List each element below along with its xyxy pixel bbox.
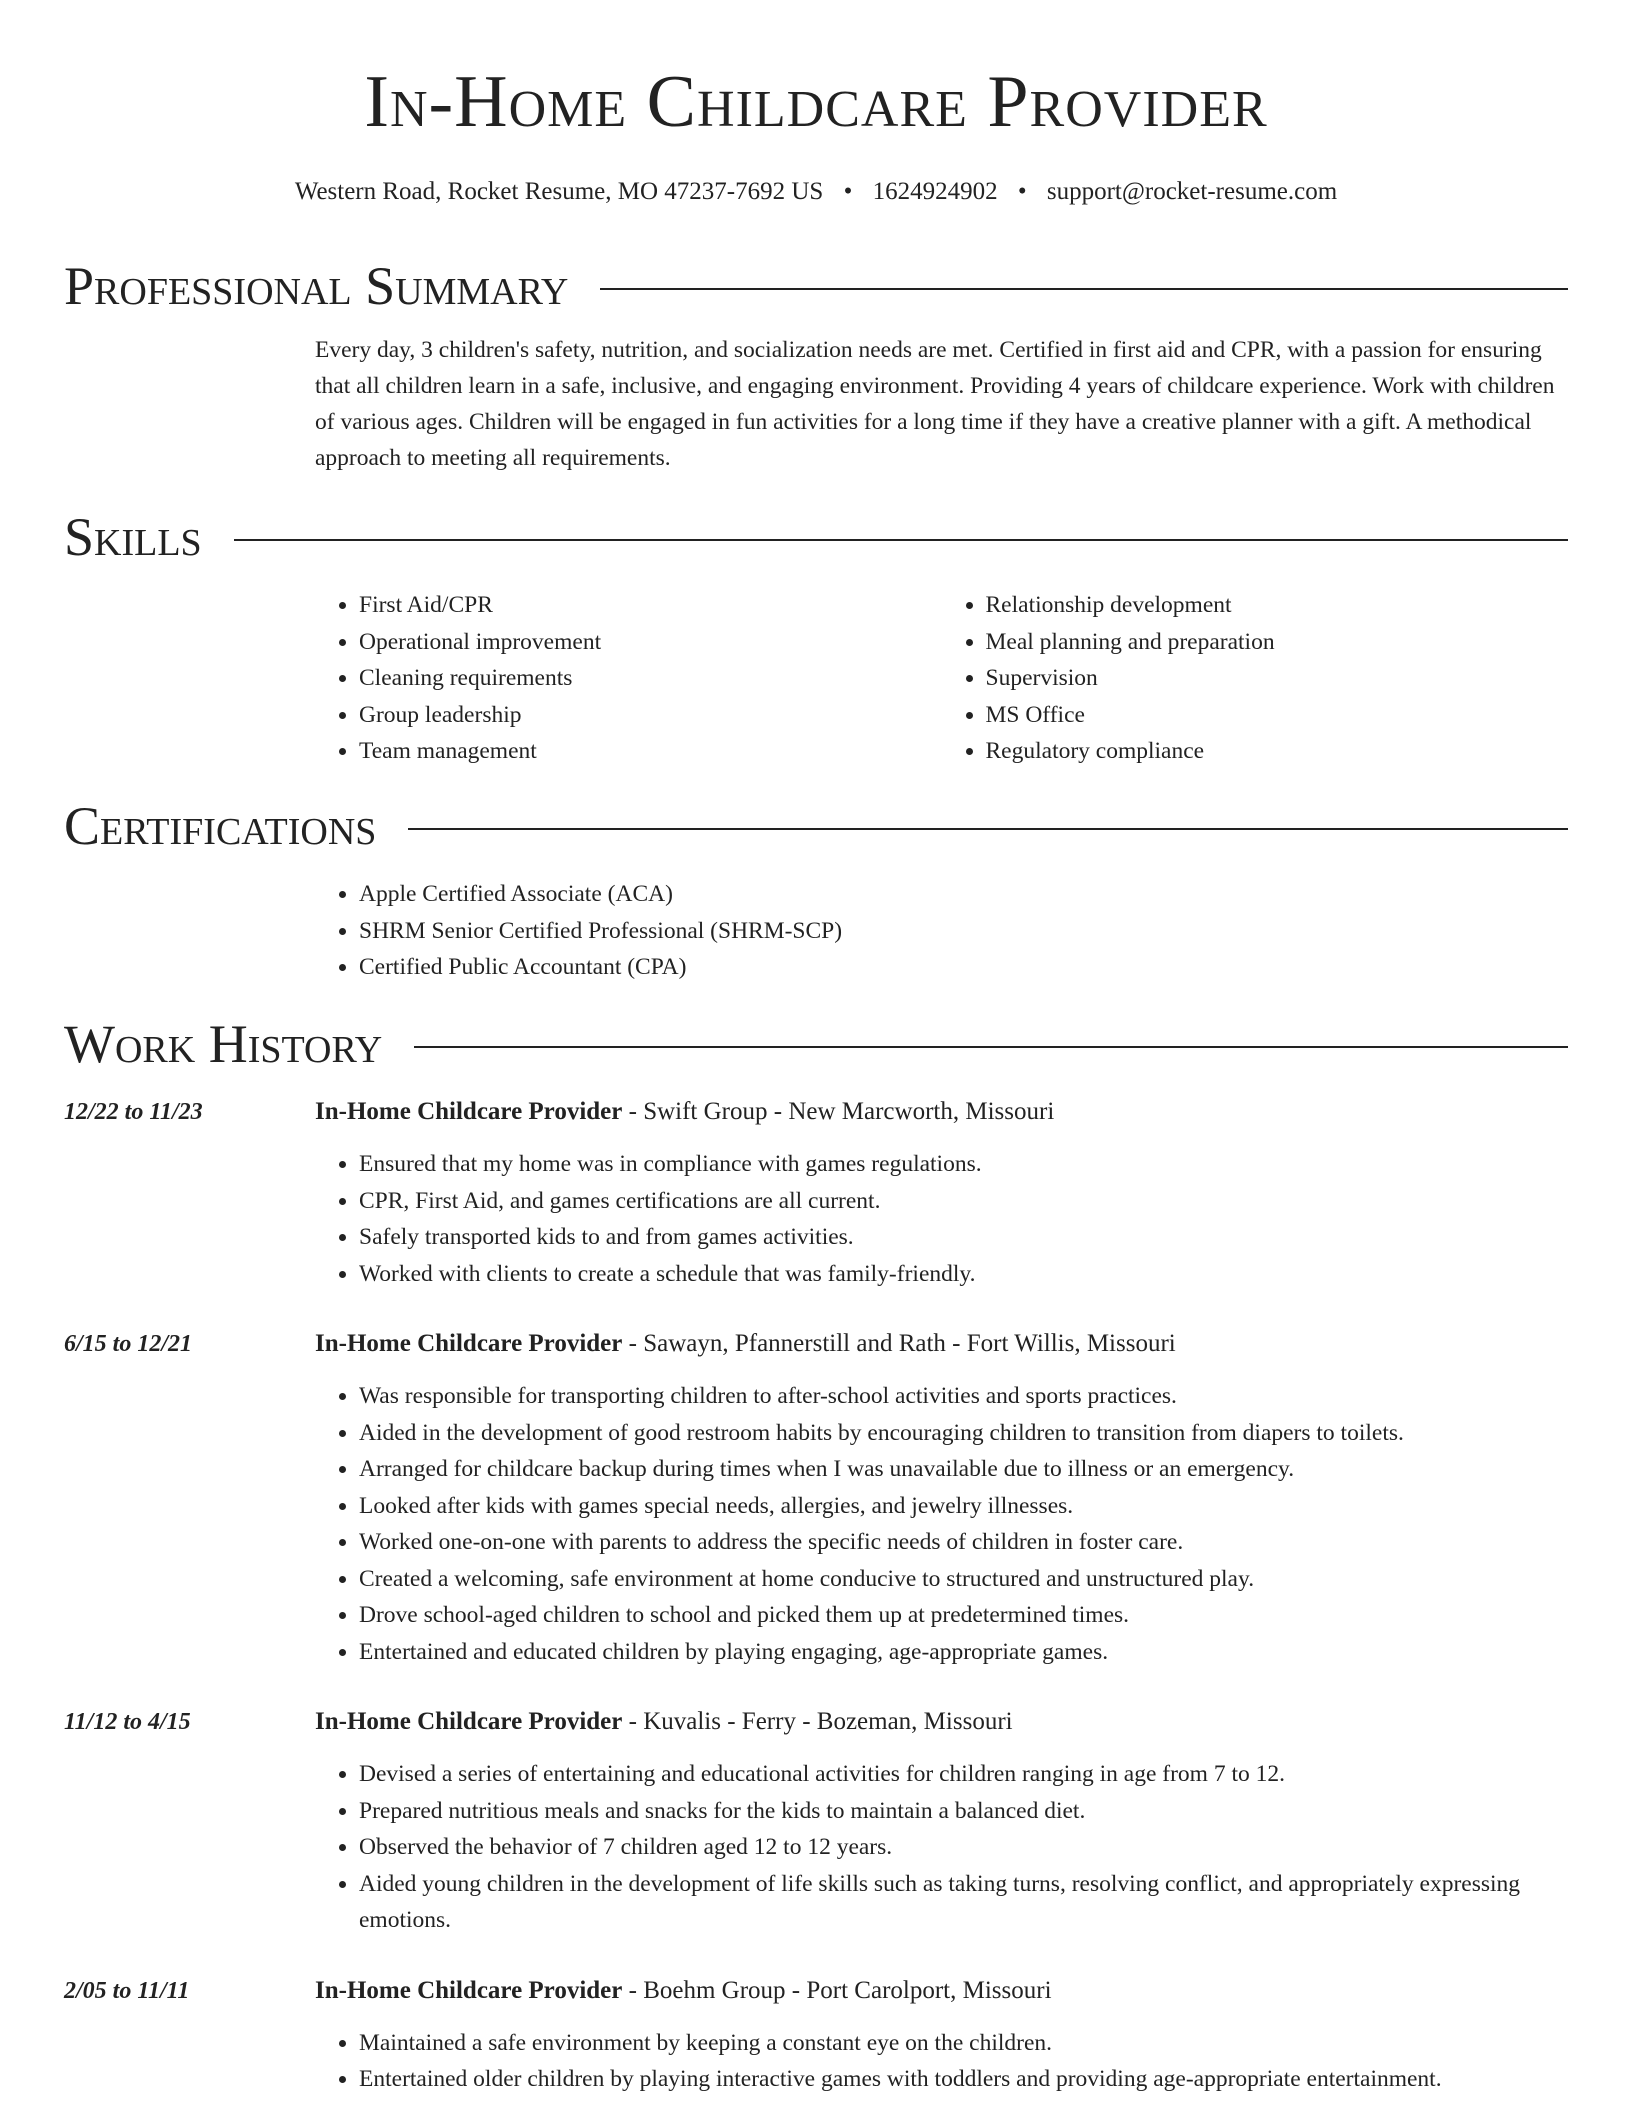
job-bullet: • Safely transported kids to and from games activities. bbox=[359, 1219, 1568, 1256]
job-entry bbox=[64, 1094, 1568, 1292]
skill-item: • Meal planning and preparation bbox=[986, 624, 1569, 661]
certifications-header bbox=[64, 794, 1568, 858]
skill-item: • MS Office bbox=[986, 697, 1569, 734]
skills-list-left bbox=[315, 587, 942, 770]
skill-item: • First Aid/CPR bbox=[359, 587, 942, 624]
job-heading bbox=[315, 1326, 1568, 1362]
section-divider bbox=[234, 539, 1568, 541]
summary-header bbox=[64, 254, 1568, 318]
job-bullet: • Maintained a safe environment by keeping a constant eye on the children. bbox=[359, 2025, 1568, 2062]
candidate-name: In-Home Childcare Provider bbox=[364, 61, 1268, 143]
job-heading bbox=[315, 1094, 1568, 1130]
skill-item: • Cleaning requirements bbox=[359, 660, 942, 697]
job-bullet-list bbox=[315, 1756, 1568, 1939]
certification-item: • Certified Public Accountant (CPA) bbox=[359, 949, 1568, 986]
job-bullet-list bbox=[315, 1378, 1568, 1670]
certification-item: • SHRM Senior Certified Professional (SHRM-SCP) bbox=[359, 913, 1568, 950]
job-entry bbox=[64, 1326, 1568, 1670]
job-bullet: • Was responsible for transporting children to after-school activities and sports practices. bbox=[359, 1378, 1568, 1415]
job-bullet: • Entertained older children by playing interactive games with toddlers and providing age-appropriate entertainment. bbox=[359, 2061, 1568, 2098]
summary-section bbox=[64, 254, 1568, 476]
skill-item: • Operational improvement bbox=[359, 624, 942, 661]
job-employer-location: - Boehm Group - Port Carolport, Missouri bbox=[622, 1976, 1052, 2004]
job-bullet: • Devised a series of entertaining and educational activities for children ranging in age from 7 to 12. bbox=[359, 1756, 1568, 1793]
certifications-title: Certifications bbox=[64, 796, 377, 856]
job-employer-location: - Sawayn, Pfannerstill and Rath - Fort Willis, Missouri bbox=[622, 1330, 1176, 1357]
certifications-list bbox=[315, 876, 1568, 986]
job-date: 11/12 to 4/15 bbox=[64, 1709, 191, 1735]
job-bullet: • Arranged for childcare backup during times when I was unavailable due to illness or an emergency. bbox=[359, 1451, 1568, 1488]
job-bullet: • Worked one-on-one with parents to address the specific needs of children in foster care. bbox=[359, 1524, 1568, 1561]
job-bullet: • CPR, First Aid, and games certifications are all current. bbox=[359, 1183, 1568, 1220]
job-date: 12/22 to 11/23 bbox=[64, 1099, 203, 1125]
skills-section bbox=[64, 505, 1568, 770]
section-divider bbox=[600, 288, 1568, 290]
certifications-section bbox=[64, 794, 1568, 986]
skills-title: Skills bbox=[64, 507, 202, 567]
job-heading bbox=[315, 1973, 1568, 2009]
skill-item: • Supervision bbox=[986, 660, 1569, 697]
job-bullet: • Ensured that my home was in compliance with games regulations. bbox=[359, 1146, 1568, 1183]
job-heading bbox=[315, 1704, 1568, 1740]
skill-item: • Group leadership bbox=[359, 697, 942, 734]
skills-grid bbox=[315, 587, 1568, 770]
skill-item: • Team management bbox=[359, 733, 942, 770]
job-date: 2/05 to 11/11 bbox=[64, 1977, 190, 2004]
contact-address: Western Road, Rocket Resume, MO 47237-7692 US bbox=[294, 178, 824, 205]
skills-header bbox=[64, 505, 1568, 569]
job-bullet: • Created a welcoming, safe environment at home conducive to structured and unstructured play. bbox=[359, 1561, 1568, 1598]
summary-text: Every day, 3 children's safety, nutrition, and socialization needs are met. Certified in first aid and CPR, with a passion for ensuring that all children learn in a safe, inclusive, and engaging environment. Providing 4 years of childcare experience. Work with children of various ages. Children will be engaged in fun activities for a long time if they have a creative planner with a gift. A methodical approach to meeting all requirements. bbox=[315, 337, 1555, 471]
job-bullet: • Worked with clients to create a schedule that was family-friendly. bbox=[359, 1256, 1568, 1293]
skill-item: • Regulatory compliance bbox=[986, 733, 1569, 770]
skill-item: • Relationship development bbox=[986, 587, 1569, 624]
job-title: In-Home Childcare Provider bbox=[315, 1330, 623, 1357]
job-employer-location: - Swift Group - New Marcworth, Missouri bbox=[622, 1098, 1055, 1125]
job-entry bbox=[64, 1973, 1568, 2098]
contact-phone: 1624924902 bbox=[872, 178, 998, 205]
job-title: In-Home Childcare Provider bbox=[315, 1098, 623, 1125]
job-bullet-list bbox=[315, 1146, 1568, 1292]
job-bullet: • Observed the behavior of 7 children aged 12 to 12 years. bbox=[359, 1829, 1568, 1866]
job-bullet: • Looked after kids with games special needs, allergies, and jewelry illnesses. bbox=[359, 1488, 1568, 1525]
contact-line bbox=[0, 174, 1632, 209]
contact-separator: • bbox=[843, 178, 853, 205]
job-bullet: • Aided young children in the development of life skills such as taking turns, resolving conflict, and appropriately expressing emotions. bbox=[359, 1866, 1568, 1939]
job-bullet: • Aided in the development of good restroom habits by encouraging children to transition from diapers to toilets. bbox=[359, 1415, 1568, 1452]
work-history-header bbox=[64, 1012, 1568, 1076]
job-bullet: • Entertained and educated children by playing engaging, age-appropriate games. bbox=[359, 1634, 1568, 1671]
job-bullet: • Drove school-aged children to school and picked them up at predetermined times. bbox=[359, 1597, 1568, 1634]
work-history-section bbox=[64, 1012, 1568, 2098]
skills-list-right bbox=[942, 587, 1569, 770]
section-divider bbox=[408, 828, 1568, 830]
certification-item: • Apple Certified Associate (ACA) bbox=[359, 876, 1568, 913]
job-bullet: • Prepared nutritious meals and snacks for the kids to maintain a balanced diet. bbox=[359, 1793, 1568, 1830]
job-title: In-Home Childcare Provider bbox=[315, 1708, 623, 1735]
job-employer-location: - Kuvalis - Ferry - Bozeman, Missouri bbox=[622, 1708, 1013, 1735]
job-title: In-Home Childcare Provider bbox=[315, 1976, 623, 2004]
summary-title: Professional Summary bbox=[64, 256, 569, 316]
job-date: 6/15 to 12/21 bbox=[64, 1331, 193, 1357]
job-bullet-list bbox=[315, 2025, 1568, 2098]
job-list bbox=[64, 1094, 1568, 2098]
contact-email: support@rocket-resume.com bbox=[1046, 178, 1338, 205]
job-entry bbox=[64, 1704, 1568, 1939]
contact-separator: • bbox=[1017, 178, 1027, 205]
work-history-title: Work History bbox=[64, 1014, 383, 1074]
section-divider bbox=[414, 1046, 1568, 1048]
